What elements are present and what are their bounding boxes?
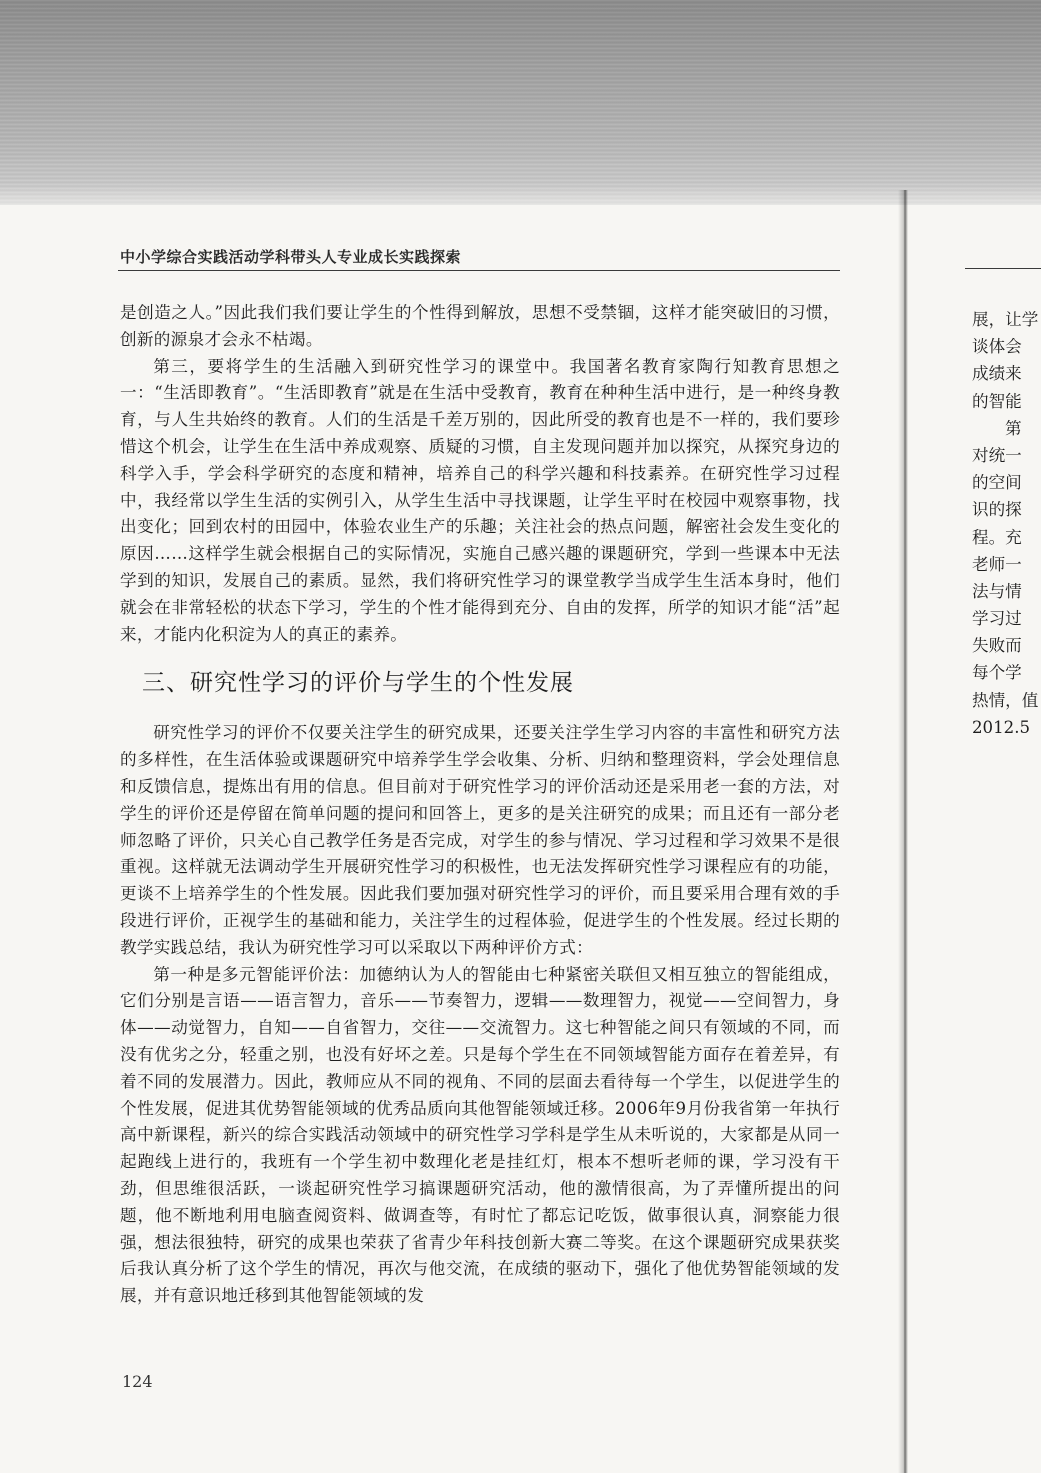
- right-page-line: 失败而: [972, 636, 1022, 656]
- right-page-line: 第: [1005, 418, 1022, 438]
- right-page-line: 识的探: [972, 500, 1022, 520]
- paragraph: 第一种是多元智能评价法：加德纳认为人的智能由七种紧密关联但又相互独立的智能组成，它们分别是言语——语言智力，音乐——节奏智力，逻辑——数理智力，视觉——空间智力，身体——动觉智力，自知——自省智力，交往——交流智力。这七种智能之间只有领域的不同，而没有优劣之分，轻重之别，也没有好坏之差。只是每个学生在不同领域智能方面存在着差异，有着不同的发展潜力。因此，教师应从不同的视角、不同的层面去看待每一个学生，以促进学生的个性发展，促进其优势智能领域的优秀品质向其他智能领域迁移。2006年9月份我省第一年执行高中新课程，新兴的综合实践活动领域中的研究性学习学科是学生从未听说的，大家都是从同一起跑线上进行的，我班有一个学生初中数理化老是挂红灯，根本不想听老师的课，学习没有干劲，但思维很活跃，一谈起研究性学习搞课题研究活动，他的激情很高，为了弄懂所提出的问题，他不断地利用电脑查阅资料、做调查等，有时忙了都忘记吃饭，做事很认真，洞察能力很强，想法很独特，研究的成果也荣获了省青少年科技创新大赛二等奖。在这个课题研究成果获奖后我认真分析了这个学生的情况，再次与他交流，在成绩的驱动下，强化了他优势智能领域的发展，并有意识地迁移到其他智能领域的发: [120, 964, 840, 1306]
- right-page-fragment: [972, 306, 1041, 741]
- scanner-shadow-band: [0, 0, 1041, 205]
- right-page-line: 对统一: [972, 445, 1022, 465]
- page-top-edge: [0, 185, 1041, 225]
- right-page-line: 老师一: [972, 554, 1022, 574]
- right-page-line: 的智能: [972, 391, 1022, 411]
- header-rule: [118, 270, 840, 271]
- page-number: 124: [122, 1372, 153, 1391]
- right-page-rule: [965, 268, 1041, 269]
- right-page-line: 成绩来: [972, 364, 1022, 384]
- paragraph: 第三，要将学生的生活融入到研究性学习的课堂中。我国著名教育家陶行知教育思想之一：“生活即教育”。“生活即教育”就是在生活中受教育，教育在种种生活中进行，是一种终身教育，与人生共始终的教育。人们的生活是千差万别的，因此所受的教育也是不一样的，我们要珍惜这个机会，让学生在生活中养成观察、质疑的习惯，自主发现问题并加以探究，从探究身边的科学入手，学会科学研究的态度和精神，培养自己的科学兴趣和科技素养。在研究性学习过程中，我经常以学生生活的实例引入，从学生生活中寻找课题，让学生平时在校园中观察事物，找出变化；回到农村的田园中，体验农业生产的乐趣；关注社会的热点问题，解密社会发生变化的原因……这样学生就会根据自己的实际情况，实施自己感兴趣的课题研究，学到一些课本中无法学到的知识，发展自己的素质。显然，我们将研究性学习的课堂教学当成学生生活本身时，他们就会在非常轻松的状态下学习，学生的个性才能得到充分、自由的发挥，所学的知识才能“活”起来，才能内化积淀为人的真正的素养。: [120, 356, 840, 644]
- paragraph: 研究性学习的评价不仅要关注学生的研究成果，还要关注学生学习内容的丰富性和研究方法的多样性，在生活体验或课题研究中培养学生学会收集、分析、归纳和整理资料，学会处理信息和反馈信息，提炼出有用的信息。但目前对于研究性学习的评价活动还是采用老一套的方法，对学生的评价还是停留在简单问题的提问和回答上，更多的是关注研究的成果；而且还有一部分老师忽略了评价，只关心自己教学任务是否完成，对学生的参与情况、学习过程和学习效果不是很重视。这样就无法调动学生开展研究性学习的积极性，也无法发挥研究性学习课程应有的功能，更谈不上培养学生的个性发展。因此我们要加强对研究性学习的评价，而且要采用合理有效的手段进行评价，正视学生的基础和能力，关注学生的过程体验，促进学生的个性发展。经过长期的教学实践总结，我认为研究性学习可以采取以下两种评价方式：: [120, 723, 840, 957]
- main-text-column: [120, 300, 840, 1310]
- right-page-line: 程。充: [972, 527, 1022, 547]
- paragraph: 是创造之人。”因此我们我们要让学生的个性得到解放，思想不受禁锢，这样才能突破旧的习惯，创新的源泉才会永不枯竭。: [120, 303, 840, 349]
- right-page-line: 法与情: [972, 581, 1022, 601]
- right-page-line: 展，让学: [972, 310, 1039, 329]
- right-page-line: 学习过: [972, 609, 1022, 629]
- right-page-line: 每个学: [972, 663, 1022, 683]
- right-page-line: 的空间: [972, 473, 1022, 493]
- right-page-line: 热情，值: [972, 690, 1039, 710]
- book-gutter-fold: [898, 190, 908, 1473]
- section-heading: 三、研究性学习的评价与学生的个性发展: [142, 670, 574, 697]
- right-page-line: 2012.5: [972, 717, 1031, 737]
- right-page-line: 谈体会: [972, 337, 1022, 357]
- running-header: 中小学综合实践活动学科带头人专业成长实践探索: [120, 248, 462, 266]
